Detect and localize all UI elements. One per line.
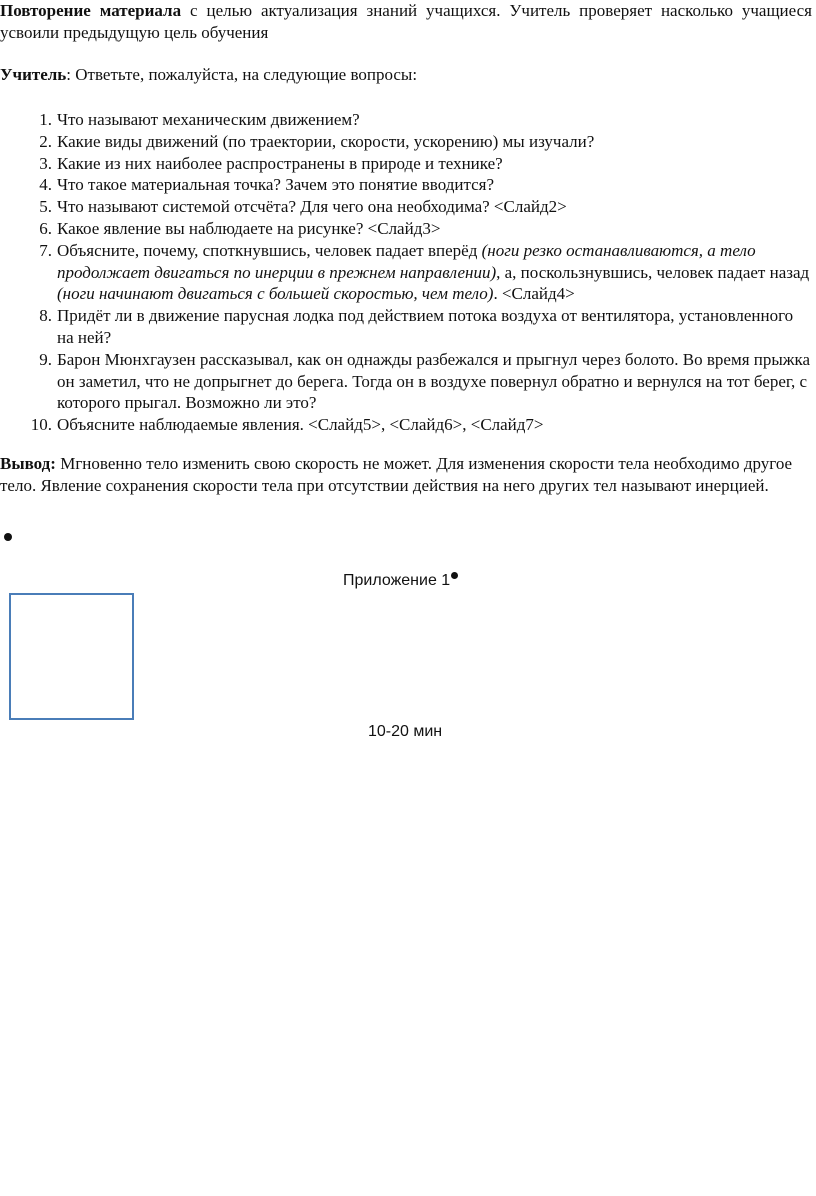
question-text: Барон Мюнхгаузен рассказывал, как он однажды разбежался и прыгнул через болото. Во время прыжка он заметил, что не допрыгнет до берега. Тогда он в воздухе повернул обратно и вернулся на тот берег, с которого прыгал. Возможно ли это? xyxy=(57,349,811,413)
questions-list xyxy=(0,109,816,436)
question-item-1 xyxy=(0,109,816,131)
question-number: 2. xyxy=(39,131,52,151)
question-text: Придёт ли в движение парусная лодка под действием потока воздуха от вентилятора, установленного на ней? xyxy=(57,306,794,347)
question-item-2 xyxy=(0,131,816,153)
question-item-7 xyxy=(0,240,816,305)
question-text: Какие из них наиболее распространены в природе и технике? xyxy=(57,153,503,173)
question-7-part3: . <Слайд4> xyxy=(493,284,575,304)
question-item-9 xyxy=(0,349,816,414)
question-number: 5. xyxy=(39,197,52,217)
question-item-4 xyxy=(0,174,816,196)
intro-text: с целью актуализация знаний учащихся. Учитель проверяет насколько учащиеся усвоили предыдущую цель обучения xyxy=(0,1,812,42)
question-item-8 xyxy=(0,305,816,349)
intro-bold-label: Повторение материала xyxy=(0,1,182,20)
question-7-italic1: (ноги резко останавливаются, а тело продолжает двигаться по инерции в прежнем направлении) xyxy=(57,240,756,282)
question-item-10 xyxy=(0,414,816,436)
conclusion-label: Вывод: xyxy=(0,454,56,473)
appendix-heading xyxy=(343,571,458,591)
question-text: Что называют механическим движением? xyxy=(57,110,360,129)
bullet-dot-icon xyxy=(451,572,458,579)
question-number: 3. xyxy=(39,153,52,173)
question-text: Какие виды движений (по траектории, скорости, ускорению) мы изучали? xyxy=(57,131,595,151)
question-item-3 xyxy=(0,153,816,175)
question-text xyxy=(57,241,809,304)
conclusion-text: Мгновенно тело изменить свою скорость не может. Для изменения скорости тела необходимо другое тело. Явление сохранения скорости тела при отсутствии действия на него других тел называют инерцией. xyxy=(0,454,793,495)
question-7-italic2: (ноги начинают двигаться с большей скоростью, чем тело) xyxy=(57,284,494,304)
question-number: 7. xyxy=(39,240,52,260)
question-number: 10. xyxy=(30,415,52,435)
question-text: Какое явление вы наблюдаете на рисунке? <Слайд3> xyxy=(57,218,441,238)
question-text: Что называют системой отсчёта? Для чего она необходима? <Слайд2> xyxy=(57,197,567,217)
conclusion-paragraph xyxy=(0,453,812,497)
question-number: 4. xyxy=(39,175,52,195)
question-text: Объясните наблюдаемые явления. <Слайд5>, <Слайд6>, <Слайд7> xyxy=(57,415,544,435)
question-number: 9. xyxy=(39,349,52,369)
appendix-label: Приложение 1 xyxy=(343,572,451,589)
intro-paragraph xyxy=(0,0,812,44)
question-number: 1. xyxy=(39,110,52,129)
empty-frame-box xyxy=(9,593,134,720)
teacher-label: Учитель xyxy=(0,65,67,84)
question-number: 6. xyxy=(39,218,52,238)
teacher-line xyxy=(0,64,812,86)
bullet-dot-icon xyxy=(4,533,12,541)
question-number: 8. xyxy=(39,306,52,326)
duration-label: 10-20 мин xyxy=(368,723,443,740)
teacher-text: : Ответьте, пожалуйста, на следующие вопросы: xyxy=(66,65,418,84)
question-item-5 xyxy=(0,196,816,218)
question-item-6 xyxy=(0,218,816,240)
question-7-part2: , а, поскользнувшись, человек падает назад xyxy=(496,262,810,282)
question-7-part1: Объясните, почему, споткнувшись, человек падает вперёд xyxy=(57,240,482,260)
question-text: Что такое материальная точка? Зачем это понятие вводится? xyxy=(57,175,495,195)
